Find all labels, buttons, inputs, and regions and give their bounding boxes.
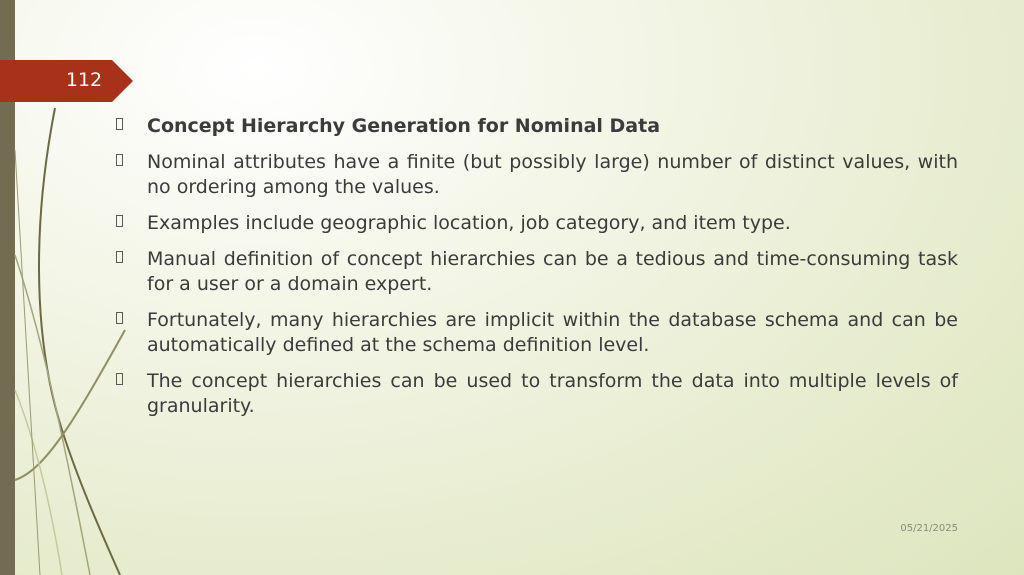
bullet-item [116,308,958,358]
bullet-text: The concept hierarchies can be used to transform the data into multiple levels of granularity. [147,370,958,417]
bullet-marker-icon [116,154,123,166]
bullet-marker-icon [116,118,123,130]
bullet-text: Examples include geographic location, job category, and item type. [147,212,791,234]
bullet-item [116,211,958,236]
bullet-text: Concept Hierarchy Generation for Nominal Data [147,115,661,137]
bullet-item [116,247,958,297]
bullet-item [116,150,958,200]
decorative-curve-dark [39,108,120,575]
decorative-curve-left [15,150,40,575]
bullet-item [116,114,958,139]
bullet-list [116,114,958,430]
bullet-marker-icon [116,312,123,324]
bullet-marker-icon [116,215,123,227]
bullet-text: Fortunately, many hierarchies are implicit within the database schema and can be automatically defined at the schema definition level. [147,309,958,356]
page-number: 112 [65,69,103,91]
bullet-item [116,369,958,419]
bullet-text: Nominal attributes have a finite (but possibly large) number of distinct values, with no ordering among the values. [147,151,958,198]
bullet-text: Manual definition of concept hierarchies can be a tedious and time-consuming task for a user or a domain expert. [147,248,958,295]
bullet-marker-icon [116,373,123,385]
decorative-curve-sweep [15,330,125,480]
slide-date: 05/21/2025 [900,523,958,534]
bullet-marker-icon [116,251,123,263]
decorative-curve-light [15,255,90,575]
